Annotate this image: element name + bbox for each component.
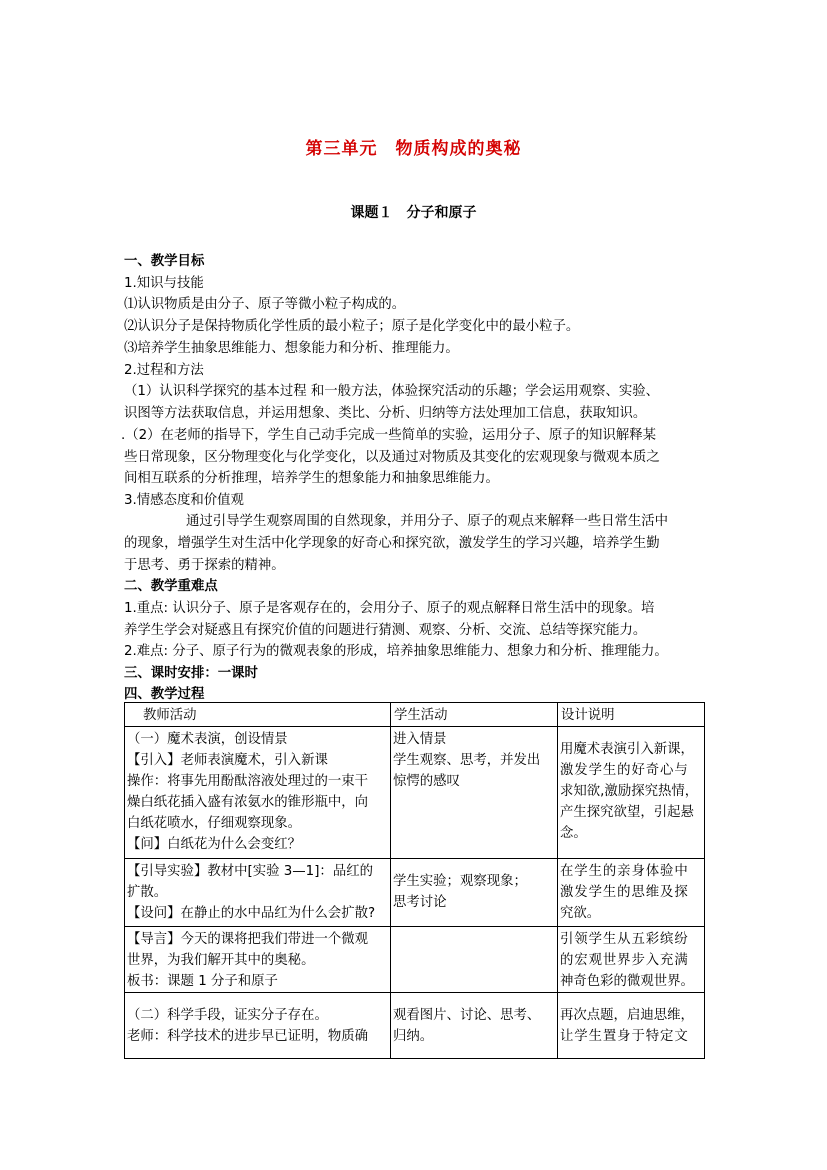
cell-line: 让学生置身于特定文 bbox=[560, 1029, 689, 1044]
teaching-process-table bbox=[124, 702, 705, 1059]
student-cell bbox=[391, 859, 558, 927]
document-title: 第三单元 物质构成的奥秘 bbox=[305, 139, 522, 159]
cell-line: 【引导实验】教材中[实验 3—1]：品红的 bbox=[127, 864, 373, 879]
cell-line: 激发学生的思维及探 bbox=[560, 885, 689, 900]
lesson-subtitle: 课题１ 分子和原子 bbox=[350, 205, 477, 221]
knowledge-line: ⑴认识物质是由分子、原子等微小粒子构成的。 bbox=[124, 297, 406, 312]
cell-line: 引领学生从五彩缤纷 bbox=[560, 932, 689, 947]
student-cell bbox=[391, 727, 558, 859]
cell-line: 扩散。 bbox=[127, 885, 168, 900]
cell-line bbox=[560, 995, 703, 1005]
header-teacher-activity: 教师活动 bbox=[125, 703, 391, 727]
process-line: 间相互联系的分析推理，培养学生的想象能力和抽象思维能力。 bbox=[124, 471, 499, 486]
cell-line: 观看图片、讨论、思考、 bbox=[393, 1008, 541, 1023]
cell-line: 的宏观世界步入充满 bbox=[560, 953, 689, 968]
teacher-cell bbox=[125, 727, 391, 859]
cell-line: 进入情景 bbox=[393, 732, 447, 747]
cell-line bbox=[560, 729, 703, 739]
student-cell bbox=[391, 927, 558, 993]
design-cell bbox=[558, 859, 705, 927]
schedule-heading: 三、课时安排：一课时 bbox=[124, 666, 258, 681]
cell-line: 归纳。 bbox=[393, 1029, 434, 1044]
cell-line: 【导言】今天的课将把我们带进一个微观 bbox=[127, 932, 369, 947]
cell-line bbox=[127, 995, 389, 1005]
knowledge-heading: 1.知识与技能 bbox=[124, 276, 204, 291]
cell-line: （二）科学手段，证实分子存在。 bbox=[127, 1008, 328, 1023]
teacher-cell bbox=[125, 859, 391, 927]
cell-line: 白纸花喷水，仔细观察现象。 bbox=[127, 816, 302, 831]
design-cell bbox=[558, 727, 705, 859]
knowledge-line: ⑵认识分子是保持物质化学性质的最小粒子；原子是化学变化中的最小粒子。 bbox=[124, 319, 580, 334]
teacher-cell bbox=[125, 993, 391, 1059]
process-line: 些日常现象，区分物理变化与化学变化，以及通过对物质及其变化的宏观现象与微观本质之 bbox=[124, 450, 660, 465]
process-heading: 2.过程和方法 bbox=[124, 363, 204, 378]
emotion-heading: 3.情感态度和价值观 bbox=[124, 493, 244, 508]
goals-heading: 一、教学目标 bbox=[124, 254, 205, 269]
cell-line: 念。 bbox=[560, 826, 587, 841]
student-cell bbox=[391, 993, 558, 1059]
design-cell bbox=[558, 993, 705, 1059]
cell-line bbox=[393, 995, 556, 1005]
cell-line: 再次点题，启迪思维， bbox=[560, 1008, 694, 1023]
cell-line: （一）魔术表演，创设情景 bbox=[127, 732, 288, 747]
cell-line: 老师：科学技术的进步早已证明，物质确 bbox=[127, 1029, 369, 1044]
key-line: 1.重点: 认识分子、原子是客观存在的，会用分子、原子的观点解释日常生活中的现象。培 bbox=[124, 601, 655, 616]
header-student-activity: 学生活动 bbox=[391, 703, 558, 727]
table-row bbox=[125, 859, 705, 927]
key-heading: 二、教学重难点 bbox=[124, 579, 218, 594]
emotion-line: 于思考、勇于探索的精神。 bbox=[124, 558, 285, 573]
emotion-line: 的现象，增强学生对生活中化学现象的好奇心和探究欲，激发学生的学习兴趣，培养学生勤 bbox=[124, 536, 660, 551]
cell-line: 在学生的亲身体验中 bbox=[560, 864, 689, 879]
cell-line: 用魔术表演引入新课， bbox=[560, 742, 694, 757]
cell-line: 世界，为我们解开其中的奥秘。 bbox=[127, 953, 315, 968]
cell-line: 学生观察、思考，并发出 bbox=[393, 753, 541, 768]
emotion-line: 通过引导学生观察周围的自然现象，并用分子、原子的观点来解释一些日常生活中 bbox=[186, 514, 669, 529]
design-cell bbox=[558, 927, 705, 993]
teacher-cell bbox=[125, 927, 391, 993]
cell-line: 神奇色彩的微观世界。 bbox=[560, 974, 694, 989]
table-row bbox=[125, 727, 705, 859]
knowledge-line: ⑶培养学生抽象思维能力、想象能力和分析、推理能力。 bbox=[124, 341, 459, 356]
table-header-row bbox=[125, 703, 705, 727]
table-row bbox=[125, 927, 705, 993]
cell-line: 操作：将事先用酚酞溶液处理过的一束干 bbox=[127, 774, 369, 789]
cell-line: 【引入】老师表演魔术，引入新课 bbox=[127, 753, 328, 768]
cell-line: 产生探究欲望，引起悬 bbox=[560, 805, 694, 820]
cell-line: 学生实验；观察现象； bbox=[393, 874, 527, 889]
cell-line: 板书：课题 1 分子和原子 bbox=[127, 974, 278, 989]
cell-line: 激发学生的好奇心与 bbox=[560, 763, 689, 778]
process-line: （1）认识科学探究的基本过程 和一般方法，体验探究活动的乐趣；学会运用观察、实验、 bbox=[124, 384, 660, 399]
cell-line: 燥白纸花插入盛有浓氨水的锥形瓶中，向 bbox=[127, 795, 369, 810]
key-line: 养学生学会对疑惑且有探究价值的问题进行猜测、观察、分析、交流、总结等探究能力。 bbox=[124, 623, 647, 638]
cell-line: 【问】白纸花为什么会变红？ bbox=[127, 837, 302, 852]
cell-line: 究欲。 bbox=[560, 906, 601, 921]
header-design-notes: 设计说明 bbox=[558, 703, 705, 727]
key-line: 2.难点: 分子、原子行为的微观表象的形成，培养抽象思维能力、想象力和分析、推理能力。 bbox=[124, 644, 668, 659]
process-line: 识图等方法获取信息，并运用想象、类比、分析、归纳等方法处理加工信息，获取知识。 bbox=[124, 406, 647, 421]
teaching-process-heading: 四、教学过程 bbox=[124, 687, 205, 702]
cell-line: 惊愕的感叹 bbox=[393, 774, 460, 789]
cell-line: 求知欲,激励探究热情， bbox=[560, 784, 699, 799]
table-row bbox=[125, 993, 705, 1059]
cell-line: 【设问】在静止的水中品红为什么会扩散? bbox=[127, 906, 376, 921]
process-line: .（2）在老师的指导下，学生自己动手完成一些简单的实验，运用分子、原子的知识解释某 bbox=[121, 428, 657, 443]
cell-line: 思考讨论 bbox=[393, 895, 447, 910]
